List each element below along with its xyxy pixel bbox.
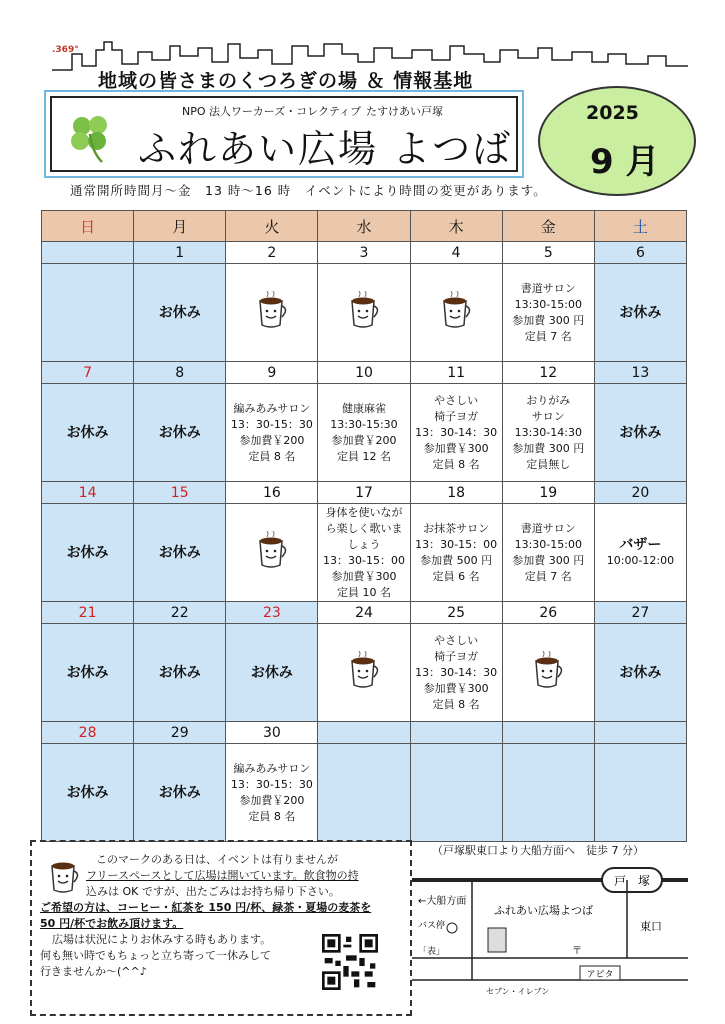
day-cell <box>594 624 686 722</box>
event-line: やさしい <box>434 393 479 407</box>
date-number: 2 <box>226 242 318 264</box>
event-line: 13：30-14：30 <box>415 665 498 679</box>
event-line: 13：30-15：00 <box>323 553 405 567</box>
weekday-thu: 木 <box>410 211 502 242</box>
event-line: 椅子ヨガ <box>434 649 479 663</box>
date-number: 5 <box>502 242 594 264</box>
weekday-sat: 土 <box>594 211 686 242</box>
info-line: 行きませんか～(^^♪ <box>40 965 147 978</box>
weekday-mon: 月 <box>134 211 226 242</box>
day-cell <box>502 264 594 362</box>
day-cell <box>318 504 410 602</box>
closed-label: お休み <box>619 424 662 441</box>
seven-eleven-label: セブン・イレブン <box>486 987 550 996</box>
event-line: 編みあみサロン <box>233 401 311 415</box>
event-line: 参加費 300 円 <box>512 553 585 567</box>
event-line: サロン <box>531 409 565 423</box>
day-cell <box>410 504 502 602</box>
date-number: 30 <box>226 722 318 744</box>
day-cell <box>42 264 134 362</box>
date-number: 27 <box>594 602 686 624</box>
day-cell <box>318 624 410 722</box>
event-line: 定員 8 名 <box>248 449 296 463</box>
date-number: 13 <box>594 362 686 384</box>
day-cell <box>318 744 410 842</box>
date-row <box>42 722 687 744</box>
org-name: NPO 法人ワーカーズ・コレクティブ <box>182 105 362 118</box>
event-line: やさしい <box>434 633 479 647</box>
date-number <box>42 242 134 264</box>
org-branch: たすけあい戸塚 <box>366 105 443 118</box>
date-number: 24 <box>318 602 410 624</box>
info-line: ご希望の方は、コーヒー・紅茶を 150 円/杯、緑茶・夏場の麦茶を <box>40 901 372 914</box>
event-line: 定員 8 名 <box>432 457 480 471</box>
day-cell <box>502 504 594 602</box>
date-number: 28 <box>42 722 134 744</box>
date-number <box>502 722 594 744</box>
event-line: 参加費￥300 <box>423 441 489 455</box>
coffee-cup-icon <box>531 651 565 689</box>
event-line: 書道サロン <box>520 281 576 295</box>
event-line: 参加費￥200 <box>239 433 305 447</box>
event-line: 定員 8 名 <box>432 697 480 711</box>
event-row <box>42 504 687 602</box>
event-line: 13:30-15:00 <box>514 297 582 311</box>
date-number <box>318 722 410 744</box>
event-row <box>42 624 687 722</box>
date-number: 12 <box>502 362 594 384</box>
bus-stop-label: バス停 <box>418 921 446 931</box>
date-number: 15 <box>134 482 226 504</box>
date-number: 6 <box>594 242 686 264</box>
day-cell <box>42 504 134 602</box>
coffee-cup-icon <box>347 651 381 689</box>
date-number: 1 <box>134 242 226 264</box>
info-line: 50 円/杯でお飲み頂けます。 <box>40 917 184 930</box>
year: 2025 <box>586 102 639 124</box>
event-line: ら楽しく歌いま <box>325 521 403 535</box>
event-line: 定員 12 名 <box>336 449 391 463</box>
event-row <box>42 384 687 482</box>
closed-label: お休み <box>158 664 201 681</box>
date-oval <box>538 86 696 196</box>
info-line: 広場は状況によりお休みする時もあります。 <box>52 933 272 946</box>
day-cell <box>134 264 226 362</box>
day-cell <box>42 744 134 842</box>
event-line: 定員 6 名 <box>432 569 480 583</box>
date-number: 11 <box>410 362 502 384</box>
page-title: ふれあい広場 よつば <box>138 127 513 171</box>
day-cell <box>594 744 686 842</box>
day-cell <box>410 744 502 842</box>
day-cell <box>226 264 318 362</box>
calendar-body <box>42 242 687 842</box>
coffee-cup-icon <box>255 291 289 329</box>
day-cell <box>502 744 594 842</box>
event-line: 13:30-15:30 <box>330 417 398 431</box>
event-line: おりがみ <box>526 393 571 407</box>
bus-stop-name: 「表」 <box>418 947 446 957</box>
event-line: 13：30-15：00 <box>415 537 498 551</box>
opening-hours: 通常開所時間月～金 13 時～16 時 イベントにより時間の変更があります。 <box>70 183 547 198</box>
date-number: 21 <box>42 602 134 624</box>
date-number: 14 <box>42 482 134 504</box>
event-line: 13：30-14：30 <box>415 425 498 439</box>
date-number <box>594 722 686 744</box>
weekday-header-row <box>42 211 687 242</box>
closed-label: お休み <box>66 424 109 441</box>
date-row <box>42 482 687 504</box>
info-line: このマークのある日は、イベントは有りませんが <box>96 853 338 866</box>
date-row <box>42 362 687 384</box>
event-line: 13:30-15:00 <box>514 537 582 551</box>
date-number: 16 <box>226 482 318 504</box>
calendar-table <box>41 210 687 842</box>
event-line: しょう <box>347 537 381 551</box>
weekday-fri: 金 <box>502 211 594 242</box>
date-number: 22 <box>134 602 226 624</box>
date-number: 19 <box>502 482 594 504</box>
apita-label: アピタ <box>586 970 614 980</box>
closed-label: お休み <box>158 304 201 321</box>
date-number: 17 <box>318 482 410 504</box>
weekday-sun: 日 <box>42 211 134 242</box>
closed-label: お休み <box>158 544 201 561</box>
date-number: 8 <box>134 362 226 384</box>
event-line: 定員 7 名 <box>524 329 572 343</box>
day-cell <box>134 384 226 482</box>
day-cell <box>410 624 502 722</box>
day-cell <box>42 624 134 722</box>
day-cell <box>134 624 226 722</box>
day-cell <box>410 264 502 362</box>
day-cell <box>594 264 686 362</box>
event-line: 参加費 500 円 <box>420 553 493 567</box>
closed-label: お休み <box>619 664 662 681</box>
event-line: 編みあみサロン <box>233 761 311 775</box>
closed-label: お休み <box>66 544 109 561</box>
closed-label: お休み <box>66 664 109 681</box>
place-label: ふれあい広場よつば <box>494 904 593 917</box>
qr-code <box>322 934 378 990</box>
day-cell <box>318 264 410 362</box>
day-cell <box>226 744 318 842</box>
event-line: 椅子ヨガ <box>434 409 479 423</box>
event-line: 定員 8 名 <box>248 809 296 823</box>
day-cell <box>594 384 686 482</box>
event-line: 13：30-15：30 <box>230 777 313 791</box>
event-line: バザー <box>619 536 662 553</box>
date-number <box>410 722 502 744</box>
date-number: 25 <box>410 602 502 624</box>
date-number: 20 <box>594 482 686 504</box>
event-line: 13：30-15：30 <box>230 417 313 431</box>
access-map <box>412 858 688 1010</box>
day-cell <box>42 384 134 482</box>
coffee-cup-icon <box>255 531 289 569</box>
closed-label: お休み <box>619 304 662 321</box>
date-number: 10 <box>318 362 410 384</box>
event-line: お抹茶サロン <box>423 521 490 535</box>
event-line: 参加費￥200 <box>331 433 397 447</box>
ofuna-direction: ←大船方面 <box>418 896 467 907</box>
event-line: 参加費￥300 <box>423 681 489 695</box>
date-number: 23 <box>226 602 318 624</box>
event-line: 参加費￥300 <box>331 569 397 583</box>
day-cell <box>134 504 226 602</box>
closed-label: お休み <box>158 424 201 441</box>
title-box <box>50 96 518 172</box>
info-line: 込みは OK ですが、出たごみはお持ち帰り下さい。 <box>86 885 340 898</box>
weekday-wed: 水 <box>318 211 410 242</box>
date-number: 26 <box>502 602 594 624</box>
event-row <box>42 744 687 842</box>
day-cell <box>226 624 318 722</box>
day-cell <box>502 624 594 722</box>
event-line: 13:30-14:30 <box>514 425 582 439</box>
event-line: 定員 7 名 <box>524 569 572 583</box>
closed-label: お休み <box>66 784 109 801</box>
day-cell <box>410 384 502 482</box>
date-number: 18 <box>410 482 502 504</box>
event-line: 参加費 300 円 <box>512 313 585 327</box>
post-office-icon: 〒 <box>572 946 582 957</box>
date-number: 4 <box>410 242 502 264</box>
month: 9 月 <box>590 142 660 182</box>
day-cell <box>594 504 686 602</box>
day-cell <box>226 384 318 482</box>
east-exit-label: 東口 <box>640 920 662 933</box>
event-line: 参加費￥200 <box>239 793 305 807</box>
map-caption: （戸塚駅東口より大船方面へ 徒歩 7 分） <box>432 844 644 857</box>
event-line: 書道サロン <box>520 521 576 535</box>
event-line: 参加費 300 円 <box>512 441 585 455</box>
coffee-cup-icon <box>439 291 473 329</box>
small-mark: .369° <box>52 45 79 55</box>
info-line: 何も無い時でもちょっと立ち寄って一休みして <box>40 949 271 962</box>
station-label: 戸 塚 <box>613 874 651 888</box>
coffee-cup-icon <box>347 291 381 329</box>
info-line: フリースペースとして広場は開いています。飲食物の持 <box>86 869 359 882</box>
event-line: 定員無し <box>526 457 571 471</box>
event-row <box>42 264 687 362</box>
day-cell <box>226 504 318 602</box>
closed-label: お休み <box>250 664 293 681</box>
weekday-tue: 火 <box>226 211 318 242</box>
date-row <box>42 242 687 264</box>
info-box <box>30 840 412 1016</box>
event-line: 定員 10 名 <box>336 585 391 599</box>
event-line: 健康麻雀 <box>341 401 386 415</box>
day-cell <box>502 384 594 482</box>
tagline: 地域の皆さまのくつろぎの場 ＆ 情報基地 <box>98 70 474 92</box>
date-number: 3 <box>318 242 410 264</box>
event-line: 身体を使いなが <box>325 505 403 519</box>
day-cell <box>318 384 410 482</box>
date-number: 9 <box>226 362 318 384</box>
closed-label: お休み <box>158 784 201 801</box>
date-row <box>42 602 687 624</box>
event-line: 10:00-12:00 <box>606 553 675 567</box>
clover-icon <box>68 112 114 164</box>
date-number: 7 <box>42 362 134 384</box>
day-cell <box>134 744 226 842</box>
date-number: 29 <box>134 722 226 744</box>
